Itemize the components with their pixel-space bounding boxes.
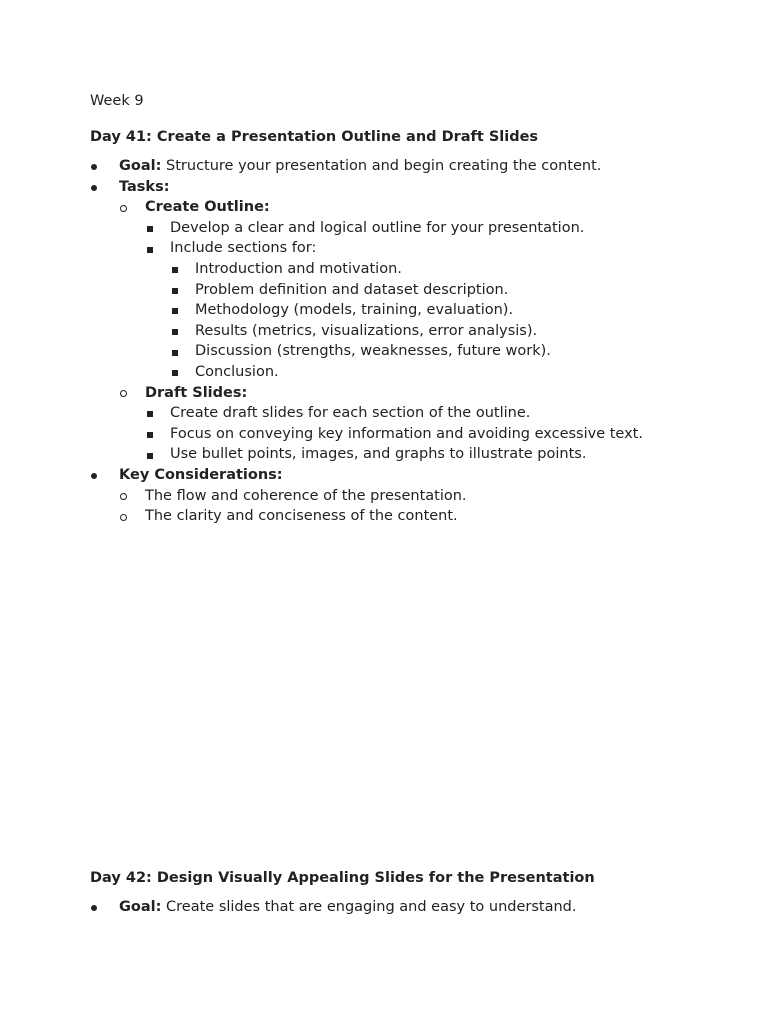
create-outline-sublist [145, 218, 730, 383]
bullet-square-icon [145, 403, 159, 424]
list-item [170, 300, 730, 321]
draft-slides-label: Draft Slides: [145, 384, 248, 401]
bullet-circle-icon [119, 506, 133, 527]
week-label: Week 9 [90, 93, 144, 109]
list-item [145, 424, 730, 445]
bullet-circle-icon [119, 486, 133, 507]
bullet-square-icon [145, 444, 159, 465]
list-item-text: Results (metrics, visualizations, error analysis). [195, 322, 538, 339]
day-41-heading: Day 41: Create a Presentation Outline and Draft Slides [90, 129, 539, 145]
list-item-text: Develop a clear and logical outline for your presentation. [170, 219, 585, 236]
list-item [170, 362, 730, 383]
bullet-square-icon [170, 280, 184, 301]
draft-slides-item [119, 383, 730, 465]
create-outline-label: Create Outline: [145, 199, 270, 216]
goal-item [90, 156, 730, 177]
day-41-list [90, 156, 730, 527]
list-item-text: Discussion (strengths, weaknesses, future work). [195, 343, 551, 360]
list-item-text: Focus on conveying key information and avoiding excessive text. [170, 425, 643, 442]
day-42-heading: Day 42: Design Visually Appealing Slides for the Presentation [90, 870, 595, 886]
bullet-dot-icon [90, 177, 104, 198]
goal-label: Goal: [119, 899, 162, 915]
day-42-section [90, 868, 730, 918]
list-item-text: Include sections for: [170, 240, 317, 257]
list-item [119, 486, 730, 507]
list-item [170, 341, 730, 362]
list-item-text: Problem definition and dataset description. [195, 281, 509, 298]
goal-text: Create slides that are engaging and easy to understand. [161, 899, 577, 915]
draft-slides-sublist [145, 403, 730, 465]
list-item [170, 280, 730, 301]
tasks-label: Tasks: [119, 178, 170, 195]
bullet-square-icon [145, 424, 159, 445]
bullet-square-icon [145, 218, 159, 239]
list-item [145, 218, 730, 239]
bullet-dot-icon [90, 465, 104, 486]
list-item [170, 259, 730, 280]
goal-label: Goal: [119, 158, 162, 174]
list-item [145, 444, 730, 465]
day-42-list [90, 897, 730, 918]
bullet-dot-icon [90, 156, 104, 177]
list-item-text: Introduction and motivation. [195, 260, 402, 277]
list-item-text: Create draft slides for each section of the outline. [170, 405, 531, 422]
bullet-square-icon [170, 362, 184, 383]
bullet-square-icon [145, 238, 159, 259]
tasks-sublist [119, 197, 730, 465]
list-item-text: The flow and coherence of the presentation. [145, 487, 467, 504]
key-considerations-sublist [119, 486, 730, 527]
goal-text: Structure your presentation and begin creating the content. [161, 158, 602, 174]
sections-sublist [170, 259, 730, 383]
bullet-square-icon [170, 321, 184, 342]
list-item-text: Conclusion. [195, 363, 279, 380]
list-item [145, 403, 730, 424]
key-considerations-item [90, 465, 730, 527]
bullet-square-icon [170, 341, 184, 362]
list-item [145, 238, 730, 382]
bullet-circle-icon [119, 383, 133, 404]
bullet-square-icon [170, 259, 184, 280]
tasks-item [90, 177, 730, 465]
bullet-circle-icon [119, 197, 133, 218]
list-item [119, 506, 730, 527]
create-outline-item [119, 197, 730, 382]
list-item [170, 321, 730, 342]
goal-item [90, 897, 730, 918]
document-page [90, 91, 730, 527]
list-item-text: The clarity and conciseness of the content. [145, 508, 458, 525]
bullet-dot-icon [90, 897, 104, 918]
list-item-text: Use bullet points, images, and graphs to illustrate points. [170, 446, 587, 463]
key-considerations-label: Key Considerations: [119, 466, 283, 483]
bullet-square-icon [170, 300, 184, 321]
list-item-text: Methodology (models, training, evaluation). [195, 302, 514, 319]
